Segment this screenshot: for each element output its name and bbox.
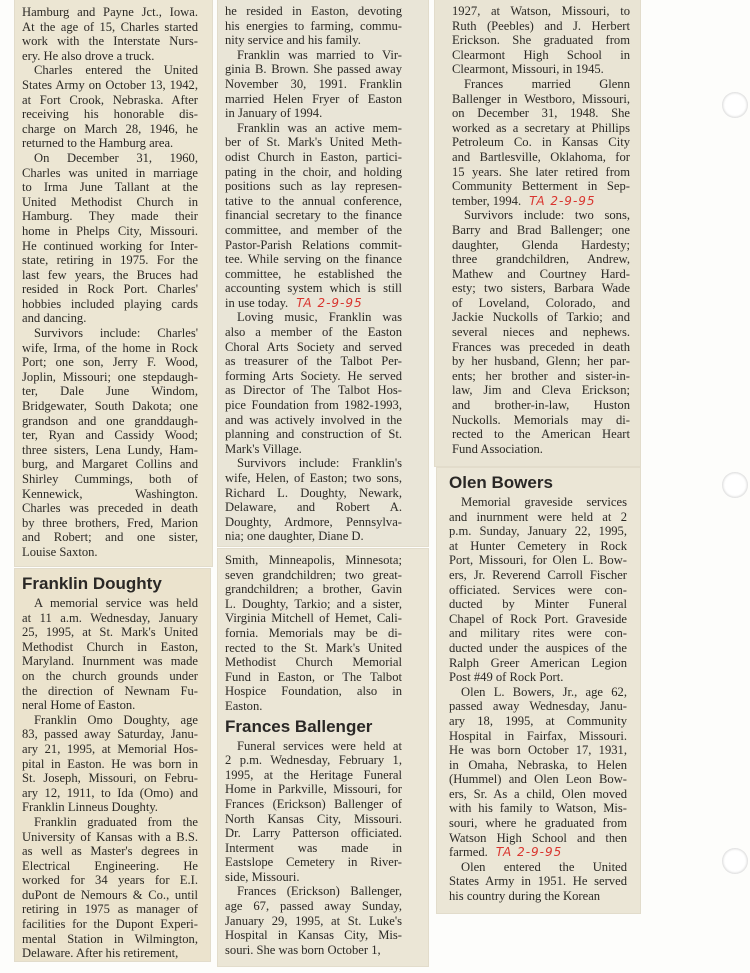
text-line: Maryland. Inurnment was made bbox=[22, 654, 198, 669]
text-line: On December 31, 1960, bbox=[34, 150, 198, 165]
clipping-olen-bowers bbox=[437, 468, 640, 913]
text-line: Ballenger in Westboro, Missouri, bbox=[452, 91, 630, 106]
text-line: Virginia Mitchell of Hemet, Cali- bbox=[225, 611, 402, 626]
text-line: committee, and member of the bbox=[225, 222, 402, 237]
text-line: he resided in Easton, devoting bbox=[225, 4, 402, 18]
text-line: Interment was made in bbox=[225, 840, 402, 855]
text-line: Delaware, and Robert A. bbox=[225, 500, 402, 515]
text-line: Easton. bbox=[225, 698, 263, 713]
text-line: to Irma June Tallant at the bbox=[22, 180, 198, 195]
clipping-text bbox=[22, 5, 198, 560]
text-line: returned to the Hamburg area. bbox=[22, 136, 174, 151]
text-line: ents; her brother and sister-in- bbox=[452, 368, 630, 383]
paragraph bbox=[22, 815, 198, 961]
text-line: Eastslope Cemetery in River- bbox=[225, 855, 402, 870]
clipping-text bbox=[225, 4, 402, 544]
text-line: Delaware. After his retirement, bbox=[22, 946, 179, 961]
text-line: Franklin was an active mem- bbox=[237, 120, 402, 135]
clipping-frances-ballenger bbox=[218, 549, 428, 966]
text-line: Chapel of Rock Port. Graveside bbox=[449, 611, 627, 626]
text-line: at 11 a.m. Wednesday, January bbox=[22, 610, 198, 625]
text-line: on December 31, 1948. She bbox=[452, 106, 630, 121]
text-line: Fund Association. bbox=[452, 441, 543, 456]
text-line: by her husband, Glenn; her par- bbox=[452, 354, 630, 369]
paragraph bbox=[452, 4, 630, 77]
text-line: At the age of 15, Charles started bbox=[22, 19, 198, 34]
text-line: hobbies included playing cards bbox=[22, 296, 198, 311]
text-line: Electrical Engineering. He bbox=[22, 858, 198, 873]
text-line: Franklin graduated from the bbox=[34, 814, 198, 829]
text-line: p.m. Sunday, January 22, 1995, bbox=[449, 524, 627, 539]
text-line: resided in Rock Port. Charles' bbox=[22, 282, 198, 297]
text-line: Pastor-Parish Relations commit- bbox=[225, 237, 402, 252]
text-line: Post #49 of Rock Port. bbox=[449, 670, 564, 685]
text-line: grandchildren; a brother, Gavin bbox=[225, 582, 402, 597]
text-line: ary 18, 1995, at Community bbox=[449, 713, 627, 728]
text-line: with his family to Watson, Mis- bbox=[449, 801, 627, 816]
clipping-text bbox=[452, 4, 630, 456]
paragraph bbox=[452, 77, 630, 208]
text-line-content: tember, 1994. bbox=[452, 193, 522, 208]
text-line: pating in the choir, and holding bbox=[225, 164, 402, 179]
text-line: Olen L. Bowers, Jr., age 62, bbox=[461, 684, 627, 699]
text-line: Fund in Easton, or The Talbot bbox=[225, 669, 402, 684]
text-line: law, Jim and Cleva Erickson; bbox=[452, 383, 630, 398]
text-line: nity service and his family. bbox=[225, 33, 361, 48]
paragraph bbox=[225, 884, 402, 957]
text-line: neral Home of Easton. bbox=[22, 698, 136, 713]
text-line: several nieces and nephews. bbox=[452, 325, 630, 340]
text-line: Franklin Linneus Doughty. bbox=[22, 800, 158, 815]
text-line: Ruth (Peebles) and J. Herbert bbox=[452, 18, 630, 33]
text-line: He was born October 17, 1931, bbox=[449, 743, 627, 758]
text-line: and was actively involved in the bbox=[225, 412, 402, 427]
text-line: ducted by Minter Funeral bbox=[449, 597, 627, 612]
text-line: Charles was preceded in death bbox=[22, 501, 198, 516]
text-line: Franklin Omo Doughty, age bbox=[34, 712, 198, 727]
handwritten-date-annotation: TA 2-9-95 bbox=[296, 295, 363, 310]
text-line-content: in use today. bbox=[225, 295, 289, 310]
text-line: (Hummel) and Olen Leon Bow- bbox=[449, 772, 627, 787]
text-line: the direction of Newnam Fu- bbox=[22, 683, 198, 698]
text-line: ers, Sr. As a child, Olen moved bbox=[449, 786, 627, 801]
text-line: ginia B. Brown. She passed away bbox=[225, 62, 402, 77]
handwritten-date-annotation: TA 2-9-95 bbox=[529, 193, 596, 208]
text-line: and dancing. bbox=[22, 311, 87, 326]
paragraph bbox=[225, 48, 402, 121]
text-line: Mathew and Courtney Hard- bbox=[452, 266, 630, 281]
text-line: Jackie Nuckolls of Tarkio; and bbox=[452, 310, 630, 325]
text-line: ery. He also drove a truck. bbox=[22, 48, 155, 63]
text-line: positions such as lay represen- bbox=[225, 179, 402, 194]
text-line: Frances was preceded in death bbox=[452, 339, 630, 354]
text-line: last few years, the Bruces had bbox=[22, 267, 198, 282]
text-line: facilities for the Dupont Experi- bbox=[22, 917, 198, 932]
text-line: passed away Wednesday, Janu- bbox=[449, 699, 627, 714]
text-line: Hospital in Fairfax, Missouri. bbox=[449, 728, 627, 743]
text-line-content: farmed. bbox=[449, 845, 488, 860]
text-line: and Robert; and one sister, bbox=[22, 530, 198, 545]
paragraph bbox=[449, 860, 627, 904]
text-line: Methodist Church Memorial bbox=[225, 655, 402, 670]
text-line: married Helen Fryer of Easton bbox=[225, 91, 402, 106]
paragraph bbox=[22, 5, 198, 63]
text-line bbox=[452, 194, 630, 209]
text-line: ter, Ryan and Cassidy Wood; bbox=[22, 428, 198, 443]
text-line: States Army in 1951. He served bbox=[449, 874, 627, 889]
text-line: He continued working for Inter- bbox=[22, 238, 198, 253]
text-line: worked as a secretary at Phillips bbox=[452, 120, 630, 135]
text-line: Petroleum Co. in Kansas City bbox=[452, 135, 630, 150]
text-line: pice Foundation from 1982-1993, bbox=[225, 398, 402, 413]
text-line: University of Kansas with a B.S. bbox=[22, 829, 198, 844]
text-line: Hospital in Kansas City, Mis- bbox=[225, 928, 402, 943]
obituary-heading: Olen Bowers bbox=[449, 473, 553, 492]
text-line: Survivors include: Charles' bbox=[34, 326, 198, 341]
text-line: Port, Missouri, for Olen L. Bow- bbox=[449, 553, 627, 568]
clipping-frances-ballenger-continued bbox=[435, 0, 640, 466]
text-line: 1927, at Watson, Missouri, to bbox=[452, 4, 630, 18]
text-line: pital in Easton. He was born in bbox=[22, 756, 198, 771]
text-line: Clearmont, Missouri, in 1945. bbox=[452, 62, 604, 77]
text-line: Watson High School and then bbox=[449, 830, 627, 845]
text-line: ducted under the auspices of the bbox=[449, 640, 627, 655]
text-line: Smith, Minneapolis, Minnesota; bbox=[225, 553, 402, 567]
text-line: committee, he established the bbox=[225, 266, 402, 281]
text-line: on the church grounds under bbox=[22, 668, 198, 683]
text-line: tative to the annual conference, bbox=[225, 193, 402, 208]
text-line: Clearmont High School in bbox=[452, 47, 630, 62]
text-line: state, retiring in 1975. For the bbox=[22, 253, 198, 268]
text-line: as well as Master's degrees in bbox=[22, 844, 198, 859]
text-line: and brother-in-law, Huston bbox=[452, 398, 630, 413]
text-line: wife, Helen, of Easton; two sons, bbox=[225, 471, 402, 485]
text-line: St. Joseph, Missouri, on Febru- bbox=[22, 771, 198, 786]
text-line: January 29, 1995, at St. Luke's bbox=[225, 913, 402, 928]
paragraph bbox=[225, 121, 402, 311]
clipping-franklin-doughty bbox=[15, 569, 210, 961]
text-line: United Methodist Church in bbox=[22, 194, 198, 209]
text-line: Franklin was married to Vir- bbox=[237, 47, 402, 62]
clipping-franklin-doughty-continued bbox=[218, 0, 428, 546]
text-line: his energies to farming, commu- bbox=[225, 18, 402, 33]
text-line: three sisters, Lena Lundy, Ham- bbox=[22, 442, 198, 457]
text-line: charge on March 28, 1946, he bbox=[22, 121, 198, 136]
text-line: planning and construction of St. bbox=[225, 427, 402, 442]
text-line: home in Phelps City, Missouri. bbox=[22, 223, 198, 238]
text-line: Methodist Church in Easton, bbox=[22, 639, 198, 654]
text-line: as treasurer of the Talbot Per- bbox=[225, 354, 402, 369]
text-line: 15 years. She later retired from bbox=[452, 164, 630, 179]
text-line: rected to the American Heart bbox=[452, 427, 630, 442]
text-line: accounting system which is still bbox=[225, 281, 402, 296]
paragraph bbox=[449, 685, 627, 860]
text-line: retiring in 1975 as manager of bbox=[22, 902, 198, 917]
text-line: daughter, Glenda Hardesty; bbox=[452, 237, 630, 252]
text-line: officiated. Services were con- bbox=[449, 582, 627, 597]
text-line: Barry and Brad Ballenger; one bbox=[452, 222, 630, 237]
text-line: in Omaha, Nebraska, to Helen bbox=[449, 757, 627, 772]
text-line: ary 12, 1911, to Ida (Omo) and bbox=[22, 785, 198, 800]
clipping-text bbox=[225, 553, 402, 957]
text-line: wife, Irma, of the home in Rock bbox=[22, 340, 198, 355]
text-line: financial secretary to the finance bbox=[225, 208, 402, 223]
text-line: Charles entered the United bbox=[34, 63, 198, 78]
text-line: work with the Interstate Nurs- bbox=[22, 34, 198, 49]
text-line: esty; two sisters, Barbara Wade bbox=[452, 281, 630, 296]
text-line: three grandchildren, Andrew, bbox=[452, 252, 630, 267]
text-line: forming Arts Society. He served bbox=[225, 368, 402, 383]
text-line: duPont de Nemours & Co., until bbox=[22, 887, 198, 902]
paragraph bbox=[22, 713, 198, 815]
text-line: as Director of The Talbot Hos- bbox=[225, 383, 402, 398]
paragraph bbox=[22, 596, 198, 713]
text-line bbox=[225, 296, 402, 311]
paragraph bbox=[225, 310, 402, 456]
text-line: age 67, passed away Sunday, bbox=[225, 899, 402, 914]
text-line: Hamburg. They made their bbox=[22, 209, 198, 224]
text-line: Erickson. She graduated from bbox=[452, 33, 630, 48]
text-line: by three brothers, Fred, Marion bbox=[22, 515, 198, 530]
text-line: ary 21, 1995, at Memorial Hos- bbox=[22, 741, 198, 756]
text-line: side, Missouri. bbox=[225, 869, 300, 884]
text-line: Louise Saxton. bbox=[22, 544, 98, 559]
paragraph bbox=[449, 495, 627, 685]
text-line: of Loveland, Colorado, and bbox=[452, 295, 630, 310]
text-line: Hospice Foundation, also in bbox=[225, 684, 402, 699]
paragraph bbox=[22, 151, 198, 326]
paragraph bbox=[22, 326, 198, 560]
text-line: A memorial service was held bbox=[34, 596, 198, 610]
text-line: Frances (Erickson) Ballenger, bbox=[237, 884, 402, 899]
text-line: Kennewick, Washington. bbox=[22, 486, 198, 501]
text-line: Joplin, Missouri; one stepdaugh- bbox=[22, 369, 198, 384]
text-line: Memorial graveside services bbox=[461, 495, 627, 509]
text-line: ers, Jr. Reverend Carroll Fischer bbox=[449, 567, 627, 582]
paragraph bbox=[225, 4, 402, 48]
text-line: Richard L. Doughty, Newark, bbox=[225, 485, 402, 500]
text-line: November 30, 1991. Franklin bbox=[225, 76, 402, 91]
text-line: 2 p.m. Wednesday, February 1, bbox=[225, 753, 402, 768]
text-line: souri. She was born October 1, bbox=[225, 942, 381, 957]
paragraph bbox=[22, 63, 198, 151]
text-line: burg, and Margaret Collins and bbox=[22, 457, 198, 472]
clipping-text bbox=[22, 571, 198, 961]
text-line: Choral Arts Society and served bbox=[225, 339, 402, 354]
text-line: Survivors include: Franklin's bbox=[237, 456, 402, 471]
punch-hole bbox=[722, 92, 748, 118]
text-line: at Hunter Cemetery in Rock bbox=[449, 538, 627, 553]
paragraph bbox=[225, 739, 402, 885]
text-line: and military rites were con- bbox=[449, 626, 627, 641]
text-line: Olen entered the United bbox=[461, 859, 627, 874]
text-line: Loving music, Franklin was bbox=[237, 310, 402, 325]
text-line: L. Doughty, Tarkio; and a sister, bbox=[225, 596, 402, 611]
paragraph bbox=[225, 456, 402, 544]
text-line: rected to the St. Mark's United bbox=[225, 640, 402, 655]
text-line: ber of St. Mark's United Meth- bbox=[225, 135, 402, 150]
text-line: in January of 1994. bbox=[225, 106, 323, 121]
text-line: Community Betterment in Sep- bbox=[452, 179, 630, 194]
text-line: Port; one son, Jerry F. Wood, bbox=[22, 355, 198, 370]
text-line: Frances married Glenn bbox=[464, 76, 630, 91]
text-line: receiving his honorable dis- bbox=[22, 107, 198, 122]
text-line: nia; one daughter, Diane D. bbox=[225, 529, 364, 544]
text-line: Home in Parkville, Missouri, for bbox=[225, 782, 402, 797]
text-line: tee. While serving on the finance bbox=[225, 252, 402, 267]
text-line: Survivors include: two sons, bbox=[464, 208, 630, 223]
text-line: odist Church in Easton, partici- bbox=[225, 149, 402, 164]
text-line: Nuckolls. Memorials may di- bbox=[452, 412, 630, 427]
text-line: 83, passed away Saturday, Janu- bbox=[22, 727, 198, 742]
handwritten-date-annotation: TA 2-9-95 bbox=[495, 845, 563, 860]
text-line: mental Station in Wilmington, bbox=[22, 931, 198, 946]
text-line: at Fort Crook, Nebraska. After bbox=[22, 92, 198, 107]
text-line: 25, 1995, at St. Mark's United bbox=[22, 625, 198, 640]
text-line: grandson and one granddaugh- bbox=[22, 413, 198, 428]
text-line: Ralph Greer American Legion bbox=[449, 655, 627, 670]
text-line: and inurnment were held at 2 bbox=[449, 509, 627, 524]
text-line: Shirley Cummings, both of bbox=[22, 472, 198, 486]
paragraph bbox=[452, 208, 630, 456]
text-line: North Kansas City, Missouri. bbox=[225, 811, 402, 826]
text-line: Doughty, Ardmore, Pennsylva- bbox=[225, 514, 402, 529]
text-line: Bridgewater, South Dakota; one bbox=[22, 399, 198, 414]
text-line: seven grandchildren; two great- bbox=[225, 567, 402, 582]
text-line: Dr. Larry Patterson officiated. bbox=[225, 826, 402, 841]
punch-hole bbox=[722, 472, 748, 498]
text-line: Charles was united in marriage bbox=[22, 165, 198, 180]
text-line: Hamburg and Payne Jct., Iowa. bbox=[22, 5, 198, 19]
text-line: Frances (Erickson) Ballenger of bbox=[225, 796, 402, 811]
text-line: ter, Dale June Windom, bbox=[22, 384, 198, 399]
text-line: fornia. Memorials may be di- bbox=[225, 625, 402, 640]
paragraph bbox=[225, 553, 402, 714]
text-line: souri, where he graduated from bbox=[449, 816, 627, 831]
text-line: Funeral services were held at bbox=[237, 738, 402, 753]
text-line: 1995, at the Heritage Funeral bbox=[225, 767, 402, 782]
text-line: his country during the Korean bbox=[449, 889, 601, 904]
obituary-heading: Frances Ballenger bbox=[225, 716, 373, 736]
text-line: also a member of the Easton bbox=[225, 325, 402, 340]
text-line: States Army on October 13, 1942, bbox=[22, 77, 198, 92]
text-line bbox=[449, 845, 627, 860]
text-line: and Bartlesville, Oklahoma, for bbox=[452, 149, 630, 164]
punch-hole bbox=[722, 848, 748, 874]
obituary-heading: Franklin Doughty bbox=[22, 574, 162, 593]
text-line: Mark's Village. bbox=[225, 441, 302, 456]
clipping-text bbox=[449, 470, 627, 904]
clipping-charles-bruce-continued bbox=[15, 0, 212, 566]
text-line: worked for 34 years for E.I. bbox=[22, 873, 198, 888]
